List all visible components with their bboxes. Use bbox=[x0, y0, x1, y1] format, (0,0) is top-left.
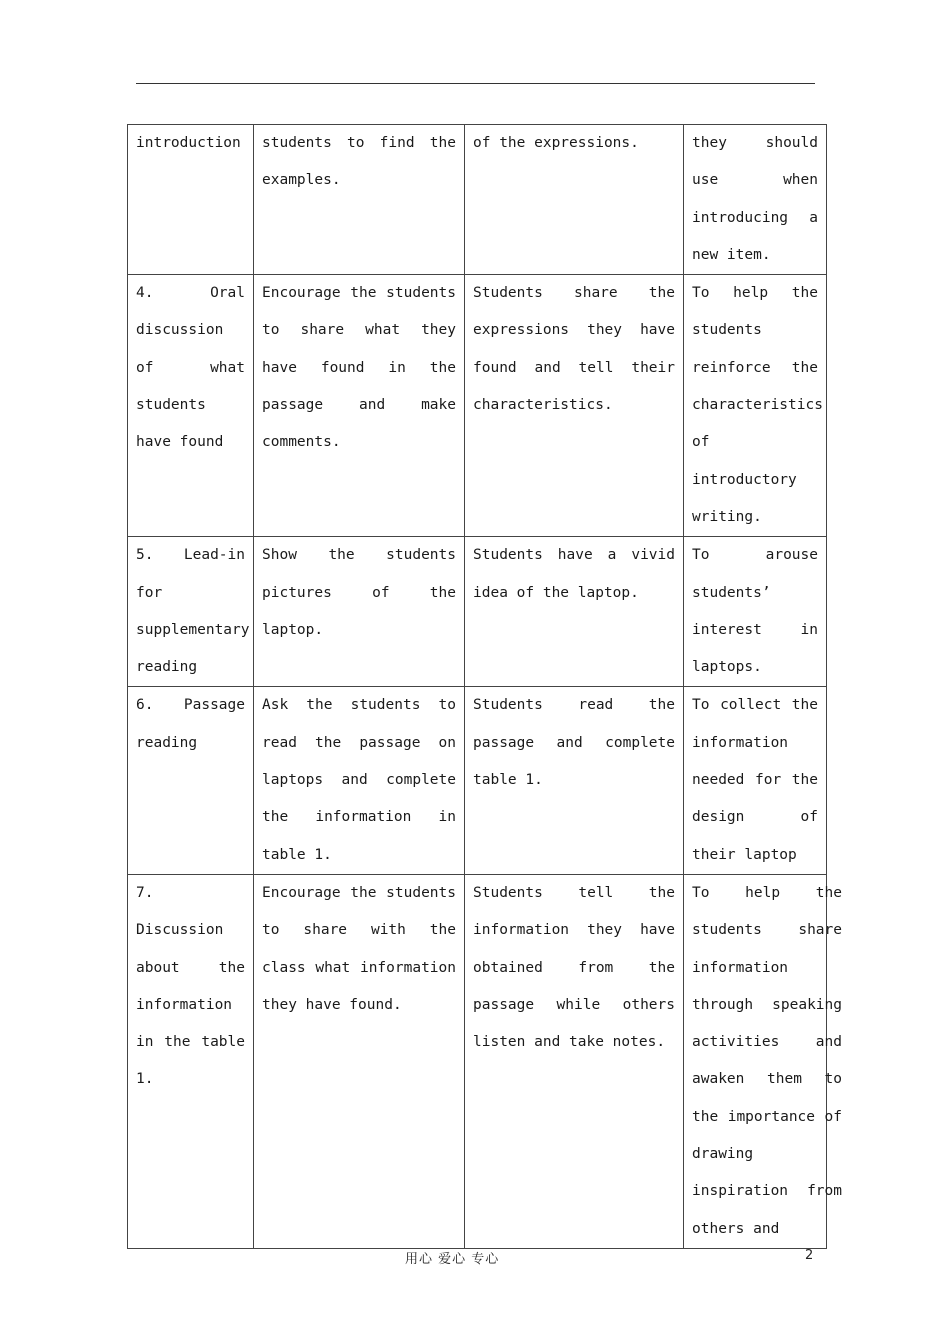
table-cell-purpose: To arouse students’ interest in laptops. bbox=[684, 537, 827, 687]
lesson-plan-table bbox=[127, 124, 842, 1249]
table-cell-teacher-activity: Ask the students to read the passage on laptops and complete the information in table 1. bbox=[254, 687, 465, 874]
table-cell-teacher-activity: Encourage the students to share what they have found in the passage and make comments. bbox=[254, 275, 465, 537]
table-row bbox=[128, 537, 827, 687]
table-cell-teacher-activity: students to find the examples. bbox=[254, 125, 465, 275]
header-rule bbox=[136, 83, 815, 84]
table-row bbox=[128, 874, 827, 1248]
table-cell-purpose: To help the students reinforce the characteristics of introductory writing. bbox=[684, 275, 827, 537]
table-cell-student-activity: Students share the expressions they have found and tell their characteristics. bbox=[465, 275, 684, 537]
table-row bbox=[128, 275, 827, 537]
table-cell-step: 7. Discussion about the information in the table 1. bbox=[128, 874, 254, 1248]
table-cell-teacher-activity: Encourage the students to share with the class what information they have found. bbox=[254, 874, 465, 1248]
table-cell-step: 4. Oral discussion of what students have found bbox=[128, 275, 254, 537]
table-row bbox=[128, 687, 827, 874]
table-cell-purpose: they should use when introducing a new item. bbox=[684, 125, 827, 275]
table-cell-step: 6. Passage reading bbox=[128, 687, 254, 874]
table-cell-student-activity: Students have a vivid idea of the laptop. bbox=[465, 537, 684, 687]
table-row bbox=[128, 125, 827, 275]
table-cell-purpose: To collect the information needed for the design of their laptop bbox=[684, 687, 827, 874]
table-cell-step: 5. Lead-in for supplementary reading bbox=[128, 537, 254, 687]
table-cell-step: introduction bbox=[128, 125, 254, 275]
table-cell-purpose: To help the students share information through speaking activities and awaken them to the importance of drawing inspiration from others and bbox=[684, 874, 827, 1248]
table-cell-teacher-activity: Show the students pictures of the laptop. bbox=[254, 537, 465, 687]
page-number: 2 bbox=[805, 1248, 814, 1263]
footer-motto: 用心 爱心 专心 bbox=[405, 1252, 500, 1267]
table-cell-student-activity: of the expressions. bbox=[465, 125, 684, 275]
table-cell-student-activity: Students tell the information they have obtained from the passage while others listen and take notes. bbox=[465, 874, 684, 1248]
table-cell-student-activity: Students read the passage and complete table 1. bbox=[465, 687, 684, 874]
